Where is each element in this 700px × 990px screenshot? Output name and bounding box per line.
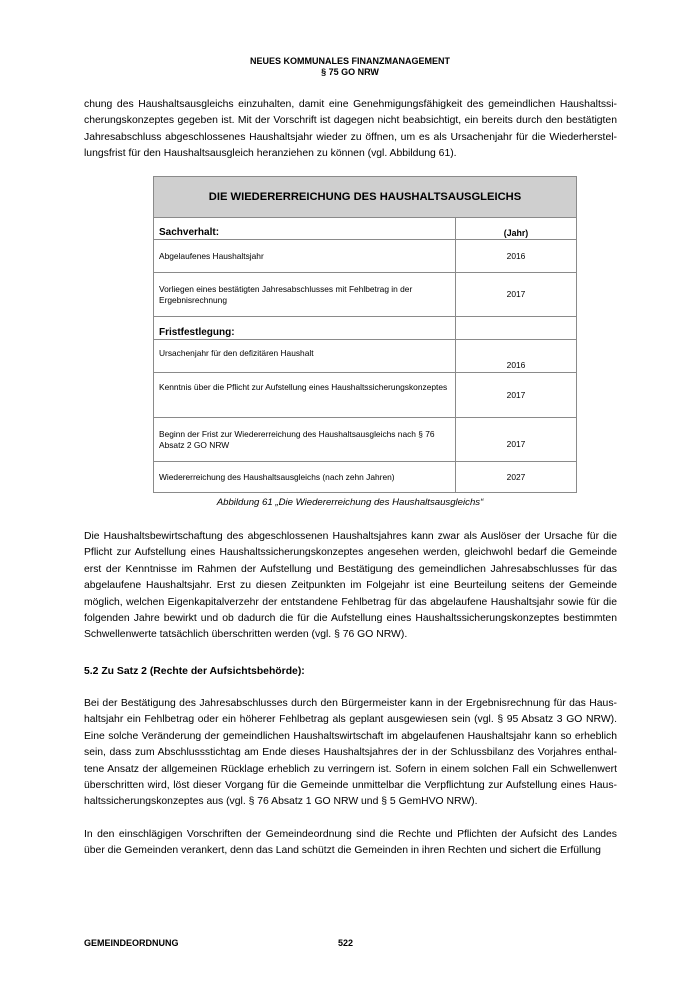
table-row [154, 340, 577, 373]
row-label: Kenntnis über die Pflicht zur Aufstellung eines Haushaltssicherungskonzeptes [154, 373, 456, 418]
section-heading: 5.2 Zu Satz 2 (Rechte der Aufsichtsbehörde): [84, 666, 305, 677]
row-label: Ursachenjahr für den defizitären Haushalt [154, 340, 456, 373]
paragraph-aufsicht: In den einschlägigen Vorschriften der Gemeindeordnung sind die Rechte und Pflichten der Aufsicht des Landes über die Gemeinden verankert, denn das Land schützt die Gemeinden in ihren Rechten und sichert die Erfüllung [84, 829, 617, 857]
figure-title: DIE WIEDERERREICHUNG DES HAUSHALTSAUSGLEICHS [154, 177, 577, 218]
table-row [154, 462, 577, 493]
paragraph-haushaltsbewirtschaftung: Die Haushaltsbewirtschaftung des abgeschlossenen Haushaltsjahres kann zwar als Auslöser der Ursache für die Pflicht zur Aufstellung eines Haushaltssicherungskonzeptes angesehen werden, gleichwohl bedarf die Gemeinde erst der Kenntnisse im Rahmen der Aufstellung und Bestätigung des gemeindlichen Jahresabschlusses für das abgelaufene Haushaltsjahr. Erst zu diesen Zeitpunkten im Folgejahr ist eine Beurteilung seitens der Gemeinde möglich, welchen Eigenkapitalverzehr der entstandene Fehlbetrag für das abgelaufene Haushaltsjahr sowie für die folgenden Jahre bewirkt und ob dadurch die für die Aufstellung eines Haushaltssicherungskonzeptes bestimmten Schwellenwerte tatsächlich überschritten werden (vgl. § 76 GO NRW). [84, 531, 617, 641]
section-fristfestlegung-label: Fristfestlegung: [154, 317, 456, 340]
table-row [154, 418, 577, 462]
section-sachverhalt-label: Sachverhalt: [154, 218, 456, 240]
header-title: NEUES KOMMUNALES FINANZMANAGEMENT [250, 56, 450, 66]
paragraph-bestaetigung: Bei der Bestätigung des Jahresabschlusses durch den Bürgermeister kann in der Ergebnisrechnung für das Haushaltsjahr ein Fehlbetrag oder ein höherer Fehlbetrag als geplant ausgewiesen sein (vgl. § 95 Absatz 3 GO NRW). Eine solche Veränderung der gemeindlichen Haushaltswirtschaft im abgelaufenen Haushaltsjahr kann so erheblich sein, dass zum Abschlussstichtag am Ende dieses Haushaltsjahres der in der Schlussbilanz des Vorjahres enthaltene Ansatz der allgemeinen Rücklage erheblich zu verringern ist. Sofern in einem solchen Fall ein Schwellenwert überschritten wird, löst dieser Vorgang für die Gemeinde unmittelbar die Verpflichtung zur Aufstellung eines Haushaltssicherungskonzeptes aus (vgl. § 76 Absatz 1 GO NRW und § 5 GemHVO NRW). [84, 698, 617, 808]
figure-caption: Abbildung 61 „Die Wiedererreichung des Haushaltsausgleichs“ [216, 497, 484, 508]
row-year: 2017 [456, 373, 577, 418]
page-header [0, 56, 700, 78]
row-label: Beginn der Frist zur Wiedererreichung des Haushaltsausgleichs nach § 76 Absatz 2 GO NRW [154, 418, 456, 462]
year-column-header: (Jahr) [456, 218, 577, 240]
row-year: 2016 [456, 240, 577, 273]
empty-year-cell [456, 317, 577, 340]
figure-table [153, 176, 577, 493]
table-row [154, 373, 577, 418]
page-number: 522 [338, 938, 354, 948]
row-year: 2016 [456, 340, 577, 373]
table-row [154, 273, 577, 317]
row-label: Wiedererreichung des Haushaltsausgleichs (nach zehn Jahren) [154, 462, 456, 493]
row-label: Vorliegen eines bestätigten Jahresabschlusses mit Fehlbetrag in der Ergebnisrechnung [154, 273, 456, 317]
row-year: 2027 [456, 462, 577, 493]
paragraph-intro: chung des Haushaltsausgleichs einzuhalten, damit eine Genehmigungsfähigkeit des gemeindlichen Haushaltssicherungskonzeptes gegeben ist. Mit der Vorschrift ist dagegen nicht beabsichtigt, ein bereits durch den bestätigten Jahresabschluss abgeschlossenes Haushaltsjahr wieder zu öffnen, um es als Ursachenjahr für die Wiederherstellungsfrist für den Haushaltsausgleich heranziehen zu können (vgl. Abbildung 61). [84, 99, 617, 160]
row-label: Abgelaufenes Haushaltsjahr [154, 240, 456, 273]
row-year: 2017 [456, 418, 577, 462]
row-year: 2017 [456, 273, 577, 317]
header-section: § 75 GO NRW [321, 67, 379, 77]
table-row [154, 240, 577, 273]
footer-title: GEMEINDEORDNUNG [84, 938, 179, 948]
